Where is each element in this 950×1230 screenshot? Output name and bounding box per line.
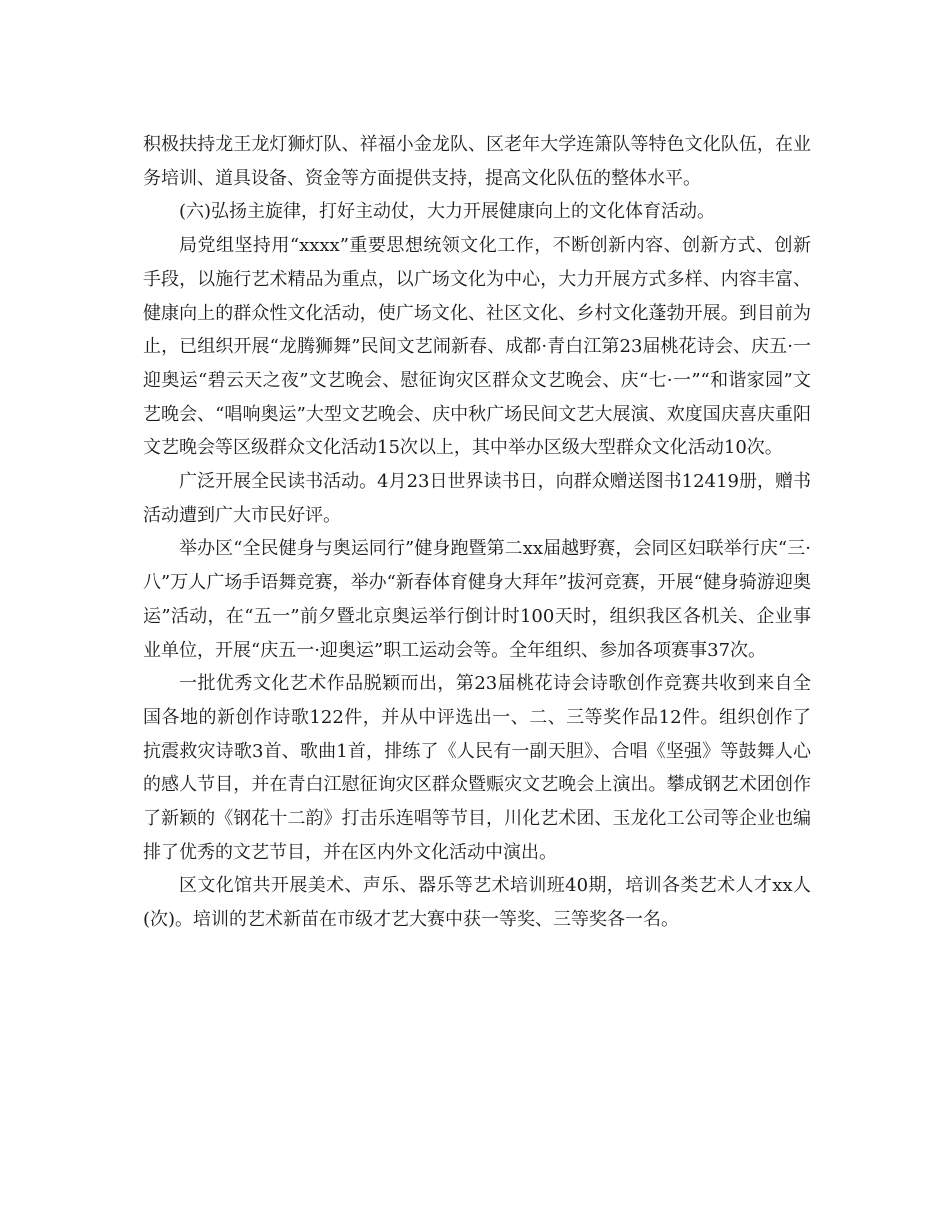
paragraph-art-works: 一批优秀文化艺术作品脱颖而出，第23届桃花诗会诗歌创作竞赛共收到来自全国各地的新创作诗歌122件，并从中评选出一、二、三等奖作品12件。组织创作了抗震救灾诗歌3首、歌曲1首，排练了《人民有一副天胆》、合唱《坚强》等鼓舞人心的感人节目，并在青白江慰征询灾区群众暨赈灾文艺晚会上演出。攀成钢艺术团创作了新颖的《钢花十二韵》打击乐连唱等节目，川化艺术团、玉龙化工公司等企业也编排了优秀的文艺节目，并在区内外文化活动中演出。 bbox=[143, 673, 811, 863]
paragraph-art-training: 区文化馆共开展美术、声乐、器乐等艺术培训班40期，培训各类艺术人才xx人(次)。培训的艺术新苗在市级才艺大赛中获一等奖、三等奖各一名。 bbox=[143, 875, 811, 931]
paragraph-cultural-activities: 局党组坚持用“xxxx”重要思想统领文化工作，不断创新内容、创新方式、创新手段，以施行艺术精品为重点，以广场文化为中心，大力开展方式多样、内容丰富、健康向上的群众性文化活动，使广场文化、社区文化、乡村文化蓬勃开展。到目前为止，已组织开展“龙腾狮舞”民间文艺闹新春、成都·青白江第23届桃花诗会、庆五·一迎奥运“碧云天之夜”文艺晚会、慰征询灾区群众文艺晚会、庆“七·一”“和谐家园”文艺晚会、“唱响奥运”大型文艺晚会、庆中秋广场民间文艺大展演、欢度国庆喜庆重阳文艺晚会等区级群众文化活动15次以上，其中举办区级大型群众文化活动10次。 bbox=[143, 235, 811, 459]
paragraph-fitness-events: 举办区“全民健身与奥运同行”健身跑暨第二xx届越野赛，会同区妇联举行庆“三·八”万人广场手语舞竞赛，举办“新春体育健身大拜年”拔河竞赛，开展“健身骑游迎奥运”活动，在“五一”前夕暨北京奥运举行倒计时100天时，组织我区各机关、企业事业单位，开展“庆五一·迎奥运”职工运动会等。全年组织、参加各项赛事37次。 bbox=[143, 538, 811, 661]
section-heading-6: (六)弘扬主旋律，打好主动仗，大力开展健康向上的文化体育活动。 bbox=[179, 201, 716, 223]
paragraph-reading-activities: 广泛开展全民读书活动。4月23日世界读书日，向群众赠送图书12419册，赠书活动遭到广大市民好评。 bbox=[143, 471, 811, 526]
paragraph-continuation: 积极扶持龙王龙灯狮灯队、祥福小金龙队、区老年大学连箫队等特色文化队伍，在业务培训、道具设备、资金等方面提供支持，提高文化队伍的整体水平。 bbox=[143, 134, 811, 189]
document-body bbox=[143, 128, 811, 937]
